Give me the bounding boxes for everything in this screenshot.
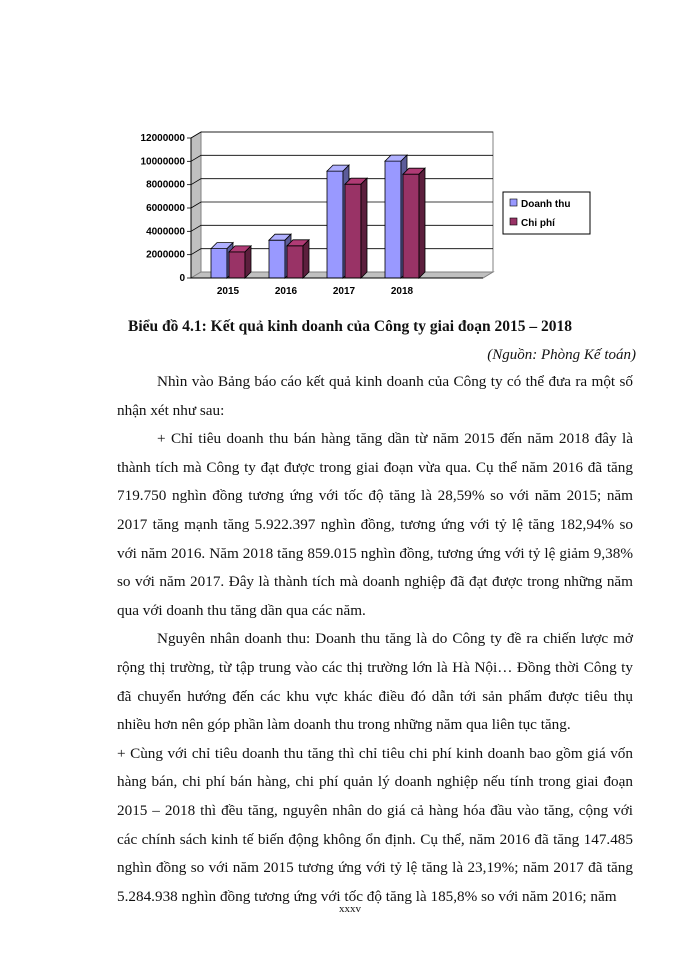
- y-tick-label: 12000000: [140, 133, 185, 144]
- x-tick-label: 2017: [332, 286, 356, 297]
- y-tick-label: 0: [179, 273, 185, 284]
- y-tick-label: 10000000: [140, 156, 185, 168]
- x-tick-label: 2018: [390, 286, 414, 297]
- figure-caption: Biểu đồ 4.1: Kết quả kinh doanh của Công ty giai đoạn 2015 – 2018: [128, 318, 572, 335]
- legend-label-revenue: Doanh thu: [521, 199, 571, 210]
- revenue-cost-chart: [125, 128, 595, 300]
- body-text: [117, 368, 633, 911]
- legend-label-cost: Chi phí: [521, 218, 555, 229]
- paragraph: + Chỉ tiêu doanh thu bán hàng tăng dần từ năm 2015 đến năm 2018 đây là thành tích mà Công ty đạt được trong giai đoạn vừa qua. Cụ thể năm 2016 đã tăng 719.750 nghìn đồng tương ứng với tốc độ tăng là 28,59% so với năm 2015; năm 2017 tăng mạnh tăng 5.922.397 nghìn đồng, tương ứng với tỷ lệ tăng 182,94% so với năm 2016. Năm 2018 tăng 859.015 nghìn đồng, tương ứng với tỷ lệ giảm 9,38% so với năm 2017. Đây là thành tích mà doanh nghiệp đã đạt được trong những năm qua với doanh thu tăng dần qua các năm.: [117, 430, 633, 619]
- bar-cost-2018: [403, 168, 425, 278]
- y-tick-label: 2000000: [146, 249, 185, 261]
- x-tick-label: 2015: [216, 286, 240, 297]
- bar-cost-2017: [345, 178, 367, 278]
- legend-swatch-cost: [510, 218, 517, 225]
- y-tick-label: 8000000: [146, 179, 185, 191]
- paragraph: + Cùng với chỉ tiêu doanh thu tăng thì chỉ tiêu chi phí kinh doanh bao gồm giá vốn hàng bán, chi phí bán hàng, chi phí quản lý doanh nghiệp nếu tính trong giai đoạn 2015 – 2018 thì đều tăng, nguyên nhân do giá cả hàng hóa đầu vào tăng, cộng với các chính sách kinh tế biến động không ổn định. Cụ thể, năm 2016 đã tăng 147.485 nghìn đồng so với năm 2015 tương ứng với tỷ lệ tăng là 23,19%; năm 2017 đã tăng 5.284.938 nghìn đồng tương ứng với tốc độ tăng là 185,8% so với năm 2016; năm: [117, 744, 633, 905]
- y-tick-label: 6000000: [146, 203, 185, 214]
- paragraph: Nguyên nhân doanh thu: Doanh thu tăng là do Công ty đề ra chiến lược mở rộng thị trường, từ tập trung vào các thị trường lớn là Hà Nội… Đồng thời Công ty đã chuyển hướng đến các khu vực khác điều đó dẫn tới sản phẩm được tiêu thụ nhiều hơn nên góp phần làm doanh thu trong những năm qua liên tục tăng.: [117, 630, 633, 734]
- legend-swatch-revenue: [510, 199, 517, 206]
- paragraph: Nhìn vào Bảng báo cáo kết quả kinh doanh của Công ty có thể đưa ra một số nhận xét như sau:: [117, 373, 633, 419]
- bar-cost-2016: [287, 240, 309, 278]
- y-tick-label: 4000000: [146, 226, 185, 238]
- bar-cost-2015: [229, 246, 251, 278]
- figure-source: (Nguồn: Phòng Kế toán): [487, 347, 636, 363]
- page-number: xxxv: [339, 903, 361, 915]
- x-tick-label: 2016: [274, 286, 298, 297]
